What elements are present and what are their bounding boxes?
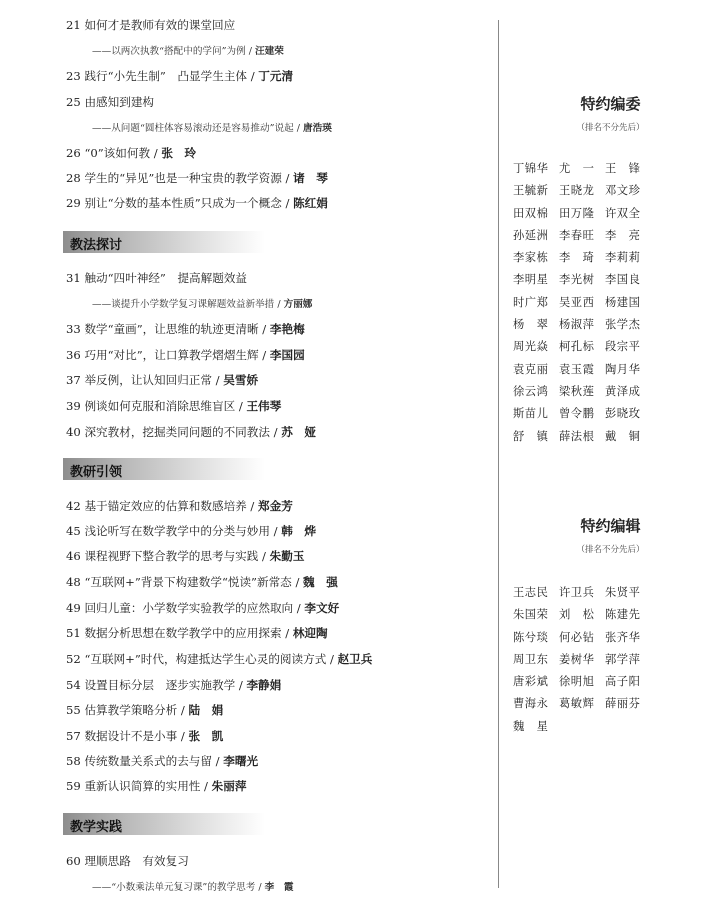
board-member-list <box>513 160 651 450</box>
name-row <box>513 405 651 427</box>
person-name: 王 锋 <box>605 162 641 175</box>
person-name: 杨建国 <box>605 295 641 309</box>
person-name: 朱贤平 <box>605 586 641 599</box>
name-row <box>513 338 651 360</box>
person-name: 李莉莉 <box>605 251 641 265</box>
person-name: 李光树 <box>559 273 595 287</box>
toc-entry-subtitle[interactable]: ——谈提升小学数学复习课解题效益新举措 / 方丽娜 <box>92 299 313 310</box>
person-name: 田双棉 <box>513 206 549 220</box>
toc-entry[interactable]: 48 “互联网+”背景下构建数学“悦读”新常态 / 魏 强 <box>66 575 338 589</box>
person-name: 刘 松 <box>559 608 595 622</box>
name-row <box>513 361 651 383</box>
name-row <box>513 695 651 717</box>
person-name: 朱国荣 <box>513 608 549 622</box>
person-name: 陶月华 <box>605 362 641 376</box>
person-name: 柯孔标 <box>559 340 595 354</box>
toc-entry[interactable]: 60 理顺思路 有效复习 <box>66 854 189 868</box>
person-name: 王毓新 <box>513 184 549 198</box>
toc-entry[interactable]: 26 “0”该如何教 / 张 玲 <box>66 146 197 160</box>
person-name: 许双全 <box>605 206 641 220</box>
person-name: 彭晓玫 <box>605 407 641 421</box>
person-name: 杨 翠 <box>513 318 549 332</box>
person-name: 丁锦华 <box>513 162 549 175</box>
person-name: 徐云鸿 <box>513 384 549 398</box>
toc-entry[interactable]: 37 举反例，让认知回归正常 / 吴雪娇 <box>66 373 259 387</box>
person-name: 李家栋 <box>513 251 549 265</box>
person-name: 王志民 <box>513 586 549 599</box>
person-name: 李明星 <box>513 273 549 287</box>
name-row <box>513 584 651 606</box>
section-header-methods: 教法探讨 <box>63 231 265 253</box>
person-name: 舒 镇 <box>513 429 549 443</box>
name-row <box>513 629 651 651</box>
toc-entry[interactable]: 21 如何才是教师有效的课堂回应 <box>66 18 236 32</box>
person-name: 孙延洲 <box>513 228 549 242</box>
name-row <box>513 428 651 450</box>
name-row <box>513 271 651 293</box>
person-name: 邓文珍 <box>605 184 641 198</box>
column-divider <box>498 20 499 888</box>
toc-entry[interactable]: 54 设置目标分层 逐步实施教学 / 李静娟 <box>66 678 282 692</box>
toc-entry[interactable]: 40 深究教材，挖掘类同问题的不同教法 / 苏 娅 <box>66 425 317 439</box>
name-row <box>513 205 651 227</box>
person-name: 薛丽芬 <box>605 697 641 711</box>
person-name: 李国良 <box>605 273 641 287</box>
name-row <box>513 606 651 628</box>
toc-entry[interactable]: 46 课程视野下整合教学的思考与实践 / 朱勤玉 <box>66 549 305 563</box>
person-name: 尤 一 <box>559 162 595 175</box>
person-name: 周卫东 <box>513 652 549 666</box>
person-name: 曹海永 <box>513 697 549 711</box>
person-name: 斯苗儿 <box>513 407 549 421</box>
name-row <box>513 383 651 405</box>
person-name: 时广郑 <box>513 295 549 309</box>
toc-entry[interactable]: 39 例谈如何克服和消除思维盲区 / 王伟琴 <box>66 399 282 413</box>
toc-entry[interactable]: 33 数学“童画”，让思维的轨迹更清晰 / 李艳梅 <box>66 322 305 336</box>
toc-entry[interactable]: 28 学生的“异见”也是一种宝贵的教学资源 / 诸 琴 <box>66 171 328 185</box>
person-name: 段宗平 <box>605 340 641 354</box>
person-name: 薛法根 <box>559 429 595 443</box>
person-name: 张齐华 <box>605 630 641 644</box>
person-name: 李 亮 <box>605 228 641 242</box>
board-note: （排名不分先后） <box>576 123 645 133</box>
person-name: 袁克丽 <box>513 362 549 376</box>
person-name: 黄泽成 <box>605 384 641 398</box>
toc-entry[interactable]: 49 回归儿童：小学数学实验教学的应然取向 / 李文好 <box>66 601 340 615</box>
toc-entry[interactable]: 25 由感知到建构 <box>66 95 155 109</box>
person-name: 郭学萍 <box>605 652 641 666</box>
section-header-research: 教研引领 <box>63 458 265 480</box>
toc-entry[interactable]: 45 浅论听写在数学教学中的分类与妙用 / 韩 烨 <box>66 524 317 538</box>
person-name: 陈建先 <box>605 608 641 622</box>
name-row <box>513 294 651 316</box>
toc-entry-subtitle[interactable]: ——从问题“圆柱体容易滚动还是容易推动”说起 / 唐浩瑛 <box>92 123 332 134</box>
editors-title: 特约编辑 <box>580 517 641 535</box>
person-name: 戴 铜 <box>605 429 641 443</box>
toc-entry[interactable]: 57 数据设计不是小事 / 张 凯 <box>66 729 224 743</box>
name-row <box>513 160 651 182</box>
toc-entry[interactable]: 51 数据分析思想在数学教学中的应用探索 / 林迎陶 <box>66 626 328 640</box>
toc-entry[interactable]: 52 “互联网+”时代，构建抵达学生心灵的阅读方式 / 赵卫兵 <box>66 652 373 666</box>
toc-entry[interactable]: 55 估算教学策略分析 / 陆 娟 <box>66 703 224 717</box>
person-name: 葛敏辉 <box>559 697 595 711</box>
name-row <box>513 182 651 204</box>
board-title: 特约编委 <box>580 95 641 113</box>
toc-entry[interactable]: 59 重新认识简算的实用性 / 朱丽萍 <box>66 779 247 793</box>
toc-entry[interactable]: 36 巧用“对比”，让口算教学熠熠生辉 / 李国园 <box>66 348 305 362</box>
person-name: 魏 星 <box>513 719 549 733</box>
toc-entry[interactable]: 23 践行“小先生制” 凸显学生主体 / 丁元清 <box>66 69 294 83</box>
person-name: 梁秋莲 <box>559 384 595 398</box>
person-name: 杨淑萍 <box>559 318 595 332</box>
person-name: 周光焱 <box>513 340 549 354</box>
toc-entry-subtitle[interactable]: ——以两次执教“搭配中的学问”为例 / 汪建荣 <box>92 46 284 57</box>
person-name: 张学杰 <box>605 318 641 332</box>
person-name: 李春旺 <box>559 228 595 242</box>
name-row <box>513 227 651 249</box>
person-name: 徐明旭 <box>559 675 595 689</box>
editor-list <box>513 584 651 740</box>
person-name: 何必钻 <box>559 630 595 644</box>
toc-entry[interactable]: 31 触动“四叶神经” 提高解题效益 <box>66 271 248 285</box>
person-name: 陈兮琰 <box>513 630 549 644</box>
person-name: 曾令鹏 <box>559 407 595 421</box>
name-row <box>513 316 651 338</box>
toc-entry[interactable]: 58 传统数量关系式的去与留 / 李曙光 <box>66 754 259 768</box>
person-name: 袁玉霞 <box>559 362 595 376</box>
editors-note: （排名不分先后） <box>576 545 645 555</box>
person-name: 许卫兵 <box>559 586 595 599</box>
toc-entry[interactable]: 29 别让“分数的基本性质”只成为一个概念 / 陈红娟 <box>66 196 328 210</box>
person-name: 高子阳 <box>605 675 641 689</box>
person-name: 唐彩斌 <box>513 675 549 689</box>
person-name: 李 琦 <box>559 251 595 265</box>
name-row <box>513 718 651 740</box>
section-header-practice: 教学实践 <box>63 813 265 835</box>
person-name: 田万隆 <box>559 206 595 220</box>
toc-entry[interactable]: 42 基于锚定效应的估算和数感培养 / 郑金芳 <box>66 499 293 513</box>
person-name: 吴亚西 <box>559 295 595 309</box>
name-row <box>513 249 651 271</box>
toc-entry-subtitle[interactable]: ——“小数乘法单元复习课”的教学思考 / 李 霞 <box>92 882 294 893</box>
person-name: 姜树华 <box>559 652 595 666</box>
person-name: 王晓龙 <box>559 184 595 198</box>
name-row <box>513 651 651 673</box>
name-row <box>513 673 651 695</box>
